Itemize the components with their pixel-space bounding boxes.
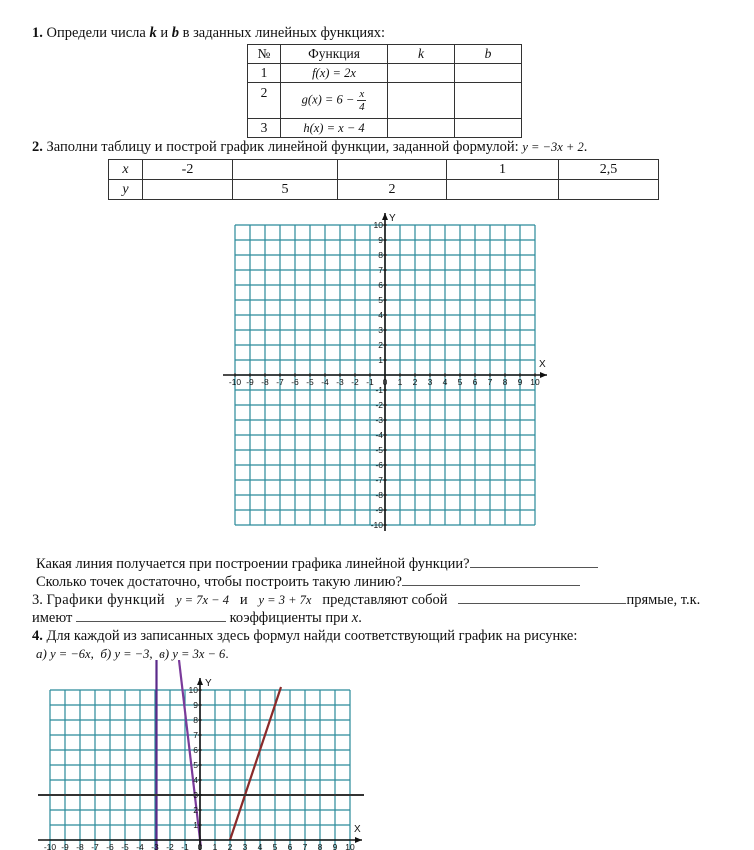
x-tick-label: 8	[502, 377, 508, 387]
y-tick-label: 8	[378, 250, 383, 260]
x-tick-label: -7	[276, 377, 284, 387]
y-axis-label: Y	[205, 678, 212, 689]
y-tick-label: -6	[375, 460, 383, 470]
sep: ,	[149, 646, 153, 661]
y-tick-label: 10	[373, 220, 383, 230]
task2-table	[108, 159, 659, 200]
x-axis-arrow	[355, 837, 362, 843]
x-tick-label: 2	[412, 377, 418, 387]
task4-number: 4.	[32, 628, 43, 644]
x-tick-label: -6	[291, 377, 299, 387]
x-tick-label: 8	[317, 842, 323, 850]
x-tick-label: -9	[61, 842, 69, 850]
answer-cell-b[interactable]	[455, 119, 522, 138]
y-tick-label: 9	[378, 235, 383, 245]
header-function: Функция	[281, 45, 388, 64]
answer-cell-b[interactable]	[455, 83, 522, 119]
table-row	[248, 119, 522, 138]
y-tick-label: 2	[378, 340, 383, 350]
task2-formula: y = −3x + 2	[522, 140, 584, 154]
task3-word: Графики функций	[46, 592, 166, 608]
header-b: b	[455, 45, 522, 64]
x-tick-label: 7	[487, 377, 493, 387]
x-axis-label: X	[354, 824, 361, 835]
formula-c-label: в)	[159, 646, 170, 661]
task1-k: k	[149, 25, 157, 41]
x-tick-label: -4	[136, 842, 144, 850]
formula-a: y = −6x	[50, 647, 91, 661]
x-tick-label: -7	[91, 842, 99, 850]
task1-and: и	[156, 25, 172, 41]
x-tick-label: -2	[166, 842, 174, 850]
header-no: №	[248, 45, 281, 64]
task3-text-a: представляют собой	[322, 592, 448, 608]
x-tick-label: -6	[106, 842, 114, 850]
task1-table	[247, 44, 522, 138]
task3-line-2	[32, 610, 362, 627]
x-tick-label: 10	[530, 377, 540, 387]
task4-text: Для каждой из записанных здесь формул найди соответствующий график на рисунке:	[46, 628, 578, 644]
y-tick-label: -5	[375, 445, 383, 455]
table-row-x	[109, 160, 659, 180]
x-tick-label: -5	[306, 377, 314, 387]
answer-cell-k[interactable]	[388, 83, 455, 119]
x-tick-label: 1	[397, 377, 403, 387]
x-tick-label: 6	[287, 842, 293, 850]
function-g	[281, 83, 388, 119]
fraction-denominator: 4	[359, 101, 365, 113]
x-cell[interactable]: -2	[143, 160, 233, 180]
x-tick-label: 9	[517, 377, 523, 387]
x-tick-label: -9	[246, 377, 254, 387]
task3-number: 3.	[32, 592, 43, 608]
header-k: k	[388, 45, 455, 64]
y-axis-arrow	[382, 213, 388, 220]
task1-heading	[32, 25, 385, 42]
question-2	[36, 574, 580, 591]
task3-text-c: имеют	[32, 610, 73, 626]
x-tick-label: -1	[181, 842, 189, 850]
answer-cell-k[interactable]	[388, 119, 455, 138]
task3-text-d: коэффициенты при	[229, 610, 349, 626]
task3-function-2: y = 3 + 7x	[258, 593, 312, 607]
task1-number: 1.	[32, 25, 43, 41]
y-tick-label: 3	[193, 790, 198, 800]
task2-dot: .	[583, 139, 588, 155]
y-tick-label: 2	[193, 805, 198, 815]
fraction	[357, 88, 366, 113]
x-tick-label: 4	[257, 842, 263, 850]
answer-blank[interactable]	[470, 567, 598, 568]
y-cell[interactable]	[559, 180, 659, 200]
answer-blank[interactable]	[402, 585, 580, 586]
x-tick-label: -8	[261, 377, 269, 387]
question-1-text: Какая линия получается при построении графика линейной функции?	[36, 556, 470, 572]
task4-heading	[32, 628, 577, 645]
table-row	[248, 64, 522, 83]
y-tick-label: -7	[375, 475, 383, 485]
x-tick-label: 1	[212, 842, 218, 850]
x-tick-label: 0	[197, 842, 203, 850]
formula-b: y = −3	[114, 647, 150, 661]
task2-text: Заполни таблицу и построй график линейной функции, заданной формулой:	[46, 139, 519, 155]
x-tick-label: 3	[427, 377, 433, 387]
task2-heading	[32, 139, 587, 156]
graph-line-y-3x-minus-6	[230, 687, 281, 840]
y-tick-label: 4	[193, 775, 198, 785]
answer-blank[interactable]	[458, 603, 626, 604]
y-tick-label: -8	[375, 490, 383, 500]
task3-text-b: прямые, т.к.	[626, 592, 701, 608]
task2-number: 2.	[32, 139, 43, 155]
task3-x: x	[351, 610, 359, 626]
y-tick-label: 8	[193, 715, 198, 725]
x-cell[interactable]	[338, 160, 447, 180]
x-tick-label: -10	[43, 842, 57, 850]
y-tick-label: 4	[378, 310, 383, 320]
answer-cell-k[interactable]	[388, 64, 455, 83]
x-tick-label: -1	[366, 377, 374, 387]
sep: ,	[90, 646, 94, 661]
table-row	[248, 83, 522, 119]
x-tick-label: 7	[302, 842, 308, 850]
formula-a-label: а)	[36, 646, 47, 661]
x-cell[interactable]	[233, 160, 338, 180]
row-label-x: x	[109, 160, 143, 180]
y-tick-label: 9	[193, 700, 198, 710]
formula-b-label: б)	[100, 646, 112, 661]
question-2-text: Сколько точек достаточно, чтобы построить такую линию?	[36, 574, 402, 590]
y-tick-label: -1	[375, 385, 383, 395]
x-axis-label: X	[539, 359, 546, 370]
answer-cell-b[interactable]	[455, 64, 522, 83]
table-row-y	[109, 180, 659, 200]
x-tick-label: 5	[457, 377, 463, 387]
function-g-main: g(x) = 6 −	[301, 92, 358, 107]
x-tick-label: -8	[76, 842, 84, 850]
x-tick-label: -3	[151, 842, 159, 850]
fraction-numerator: x	[359, 88, 365, 100]
task3-function-1: y = 7x − 4	[175, 593, 229, 607]
x-tick-label: -10	[228, 377, 242, 387]
y-tick-label: 10	[188, 685, 198, 695]
y-tick-label: -10	[370, 520, 383, 530]
x-tick-label: 5	[272, 842, 278, 850]
function-h: h(x) = x − 4	[281, 119, 388, 138]
task3-line-1	[32, 592, 738, 609]
y-tick-label: 7	[193, 730, 198, 740]
row-label-y: y	[109, 180, 143, 200]
x-tick-label: -4	[321, 377, 329, 387]
y-tick-label: -4	[375, 430, 383, 440]
task1-b: b	[171, 25, 179, 41]
row-number: 2	[248, 83, 281, 119]
y-tick-label: -9	[375, 505, 383, 515]
y-tick-label: -3	[375, 415, 383, 425]
answer-blank[interactable]	[76, 621, 226, 622]
question-1	[36, 556, 598, 573]
y-tick-label: 3	[378, 325, 383, 335]
coordinate-grid-2	[30, 660, 390, 850]
y-tick-label: 6	[193, 745, 198, 755]
y-cell[interactable]	[143, 180, 233, 200]
x-tick-label: -5	[121, 842, 129, 850]
y-axis-label: Y	[389, 213, 396, 224]
x-cell[interactable]: 2,5	[559, 160, 659, 180]
x-tick-label: 10	[345, 842, 355, 850]
coordinate-grid-1[interactable]	[215, 210, 555, 540]
x-tick-label: -3	[336, 377, 344, 387]
x-tick-label: -2	[351, 377, 359, 387]
x-tick-label: 0	[382, 377, 388, 387]
y-tick-label: 1	[378, 355, 383, 365]
y-cell[interactable]: 2	[338, 180, 447, 200]
task1-text-b: в заданных линейных функциях:	[178, 25, 386, 41]
y-tick-label: -2	[375, 400, 383, 410]
y-tick-label: 1	[193, 820, 198, 830]
end-dot: .	[225, 646, 229, 661]
x-cell[interactable]: 1	[447, 160, 559, 180]
y-tick-label: 5	[193, 760, 198, 770]
y-tick-label: 7	[378, 265, 383, 275]
task3-and: и	[239, 592, 248, 608]
function-f: f(x) = 2x	[281, 64, 388, 83]
x-tick-label: 4	[442, 377, 448, 387]
task1-text-a: Определи числа	[46, 25, 150, 41]
y-cell[interactable]	[447, 180, 559, 200]
formula-c: y = 3x − 6	[172, 647, 226, 661]
y-tick-label: 5	[378, 295, 383, 305]
x-axis-arrow	[540, 372, 547, 378]
y-axis-arrow	[197, 678, 203, 685]
row-number: 3	[248, 119, 281, 138]
task3-dot: .	[358, 610, 362, 626]
y-cell[interactable]: 5	[233, 180, 338, 200]
x-tick-label: 2	[227, 842, 233, 850]
row-number: 1	[248, 64, 281, 83]
x-tick-label: 3	[242, 842, 248, 850]
y-tick-label: 6	[378, 280, 383, 290]
x-tick-label: 6	[472, 377, 478, 387]
x-tick-label: 9	[332, 842, 338, 850]
